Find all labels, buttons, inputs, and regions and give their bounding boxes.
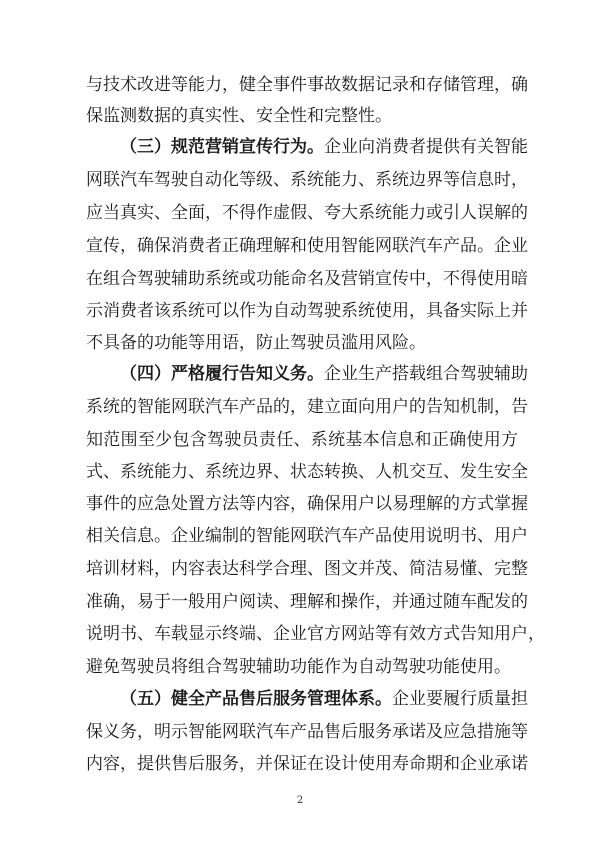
section-3-first-line [120,130,528,164]
section-4-text: 企业生产搭载组合驾驶辅助 [324,364,528,384]
body-line: 与技术改进等能力，健全事件事故数据记录和存储管理，确 [86,75,528,95]
body-line: 不具备的功能等用语，防止驾驶员滥用风险。 [86,333,426,353]
body-line: 应当真实、全面，不得作虚假、夸大系统能力或引人误解的 [86,203,528,223]
section-5-heading: （五）健全产品售后服务管理体系。 [120,689,392,709]
section-4-first-line [120,357,528,391]
body-line: 知范围至少包含驾驶员责任、系统基本信息和正确使用方 [86,430,518,450]
body-line: 避免驾驶员将组合驾驶辅助功能作为自动驾驶功能使用。 [86,657,511,677]
body-line: 相关信息。企业编制的智能网联汽车产品使用说明书、用户 [86,526,528,546]
body-line: 保监测数据的真实性、安全性和完整性。 [86,106,392,126]
body-line: 在组合驾驶辅助系统或功能命名及营销宣传中，不得使用暗 [86,269,528,289]
section-4-heading: （四）严格履行告知义务。 [120,364,324,384]
body-line: 示消费者该系统可以作为自动驾驶系统使用，具备实际上并 [86,301,528,321]
section-3-text: 企业向消费者提供有关智能 [324,137,528,157]
body-line: 培训材料，内容表达科学合理、图文并茂、简洁易懂、完整 [86,559,528,579]
body-line: 说明书、车载显示终端、企业官方网站等有效方式告知用户， [86,624,545,644]
page-number: 2 [296,795,304,806]
body-line: 准确，易于一般用户阅读、理解和操作，并通过随车配发的 [86,592,528,612]
body-line: 保义务，明示智能网联汽车产品售后服务承诺及应急措施等 [86,722,528,742]
body-line: 系统的智能网联汽车产品的，建立面向用户的告知机制，告 [86,397,528,417]
section-5-text: 企业要履行质量担 [392,689,528,709]
section-3-heading: （三）规范营销宣传行为。 [120,137,324,157]
body-line: 式、系统能力、系统边界、状态转换、人机交互、发生安全 [86,462,528,482]
body-line: 事件的应急处置方法等内容，确保用户以易理解的方式掌握 [86,494,528,514]
body-line: 宣传，确保消费者正确理解和使用智能网联汽车产品。企业 [86,236,528,256]
body-line: 内容，提供售后服务，并保证在设计使用寿命期和企业承诺 [86,754,528,774]
body-line: 网联汽车驾驶自动化等级、系统能力、系统边界等信息时， [86,170,528,190]
section-5-first-line [120,682,528,716]
